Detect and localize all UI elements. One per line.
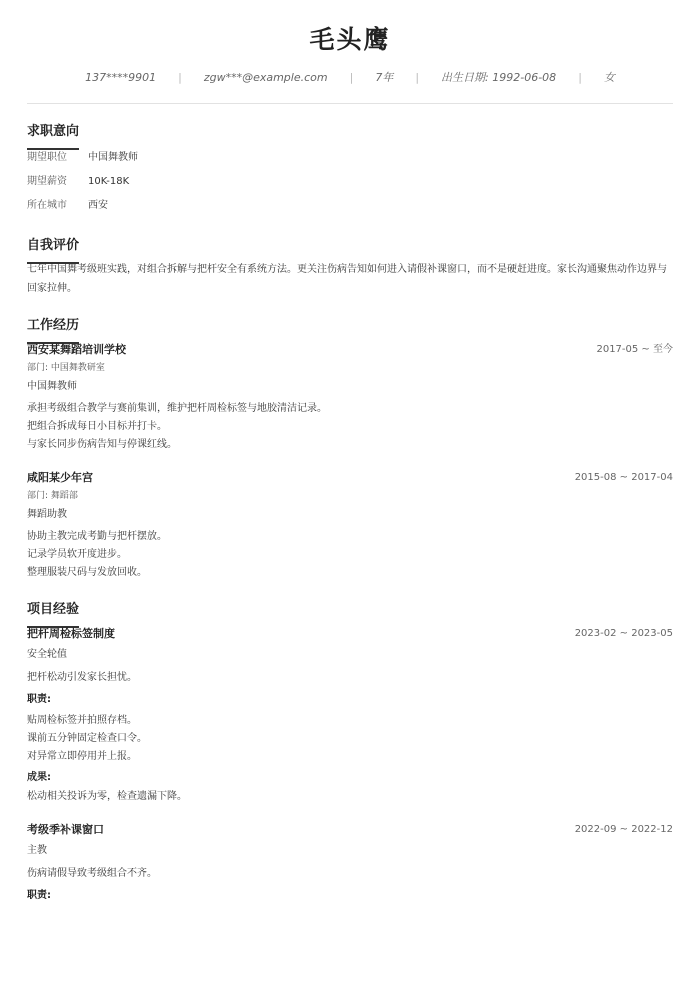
section-title: 自我评价 bbox=[27, 236, 79, 264]
intent-item bbox=[27, 146, 673, 170]
self-evaluation-text: 七年中国舞考级班实践，对组合拆解与把杆安全有系统方法。更关注伤病告知如何进入请假补课窗口，而不是硬赶进度。家长沟通聚焦动作边界与回家拉伸。 bbox=[27, 264, 667, 294]
bullet-item: 协助主教完成考勤与把杆摆放。 bbox=[27, 531, 167, 542]
email-text: zgw***@example.com bbox=[203, 71, 328, 84]
entry-date: 2023-02 ~ 2023-05 bbox=[574, 628, 673, 639]
bullet-item: 把组合拆成每日小目标并打卡。 bbox=[27, 421, 167, 432]
bullet-list bbox=[27, 528, 673, 582]
project-name: 考级季补课窗口 bbox=[27, 823, 104, 836]
duty-item: 对异常立即停用并上报。 bbox=[27, 751, 137, 762]
section-title: 项目经验 bbox=[27, 600, 79, 628]
section-self bbox=[27, 218, 673, 298]
intent-label: 期望职位 bbox=[27, 152, 67, 163]
department-text: 部门: 中国舞教研室 bbox=[27, 363, 105, 373]
separator: | bbox=[178, 71, 182, 84]
role-text: 中国舞教师 bbox=[27, 381, 77, 392]
section-work bbox=[27, 298, 673, 582]
project-description: 伤病请假导致考级组合不齐。 bbox=[27, 868, 157, 879]
experience-text: 7年 bbox=[375, 71, 394, 84]
role-text: 舞蹈助教 bbox=[27, 509, 67, 520]
bullet-item: 整理服装尺码与发放回收。 bbox=[27, 567, 147, 578]
work-entry bbox=[27, 468, 673, 582]
bullet-item: 与家长同步伤病告知与停课红线。 bbox=[27, 439, 177, 450]
bullet-item: 记录学员软开度进步。 bbox=[27, 549, 127, 560]
company-name: 西安某舞蹈培训学校 bbox=[27, 343, 126, 356]
resume-content bbox=[0, 104, 700, 906]
section-intent bbox=[27, 104, 673, 218]
project-role: 主教 bbox=[27, 845, 47, 856]
intent-value: 10K-18K bbox=[88, 176, 130, 187]
project-description: 把杆松动引发家长担忧。 bbox=[27, 672, 137, 683]
separator: | bbox=[349, 71, 354, 84]
intent-value: 西安 bbox=[88, 200, 108, 211]
intent-label: 期望薪资 bbox=[27, 176, 67, 187]
entry-date: 2015-08 ~ 2017-04 bbox=[574, 472, 673, 483]
intent-value: 中国舞教师 bbox=[88, 152, 138, 163]
entry-date: 2017-05 ~ 至今 bbox=[596, 344, 673, 355]
phone-text: 137****9901 bbox=[85, 71, 157, 84]
separator: | bbox=[415, 71, 420, 84]
intent-item bbox=[27, 194, 673, 218]
resume-header bbox=[0, 0, 700, 86]
intent-item bbox=[27, 170, 673, 194]
separator: | bbox=[578, 71, 582, 84]
birth-text: 出生日期: 1992-06-08 bbox=[441, 71, 557, 84]
duty-item: 贴周检标签并拍照存档。 bbox=[27, 715, 137, 726]
project-entry bbox=[27, 624, 673, 806]
duty-label: 职责: bbox=[27, 694, 51, 705]
bullet-list bbox=[27, 400, 673, 454]
result-label: 成果: bbox=[27, 772, 51, 783]
work-entry bbox=[27, 340, 673, 454]
department-text: 部门: 舞蹈部 bbox=[27, 491, 78, 501]
intent-label: 所在城市 bbox=[27, 200, 67, 211]
candidate-name: 毛头鹰 bbox=[309, 25, 391, 54]
bullet-item: 承担考级组合教学与赛前集训，维护把杆周检标签与地胶清洁记录。 bbox=[27, 403, 327, 414]
result-text: 松动相关投诉为零，检查遗漏下降。 bbox=[27, 791, 187, 802]
company-name: 咸阳某少年宫 bbox=[27, 471, 93, 484]
gender-text: 女 bbox=[603, 71, 615, 84]
section-title: 求职意向 bbox=[27, 122, 79, 150]
duty-item: 课前五分钟固定检查口令。 bbox=[27, 733, 147, 744]
section-title: 工作经历 bbox=[27, 316, 79, 344]
project-entry bbox=[27, 820, 673, 906]
intent-list bbox=[27, 146, 673, 218]
contact-line bbox=[0, 70, 700, 86]
project-role: 安全轮值 bbox=[27, 649, 67, 660]
duty-label: 职责: bbox=[27, 890, 51, 901]
section-projects bbox=[27, 582, 673, 906]
entry-date: 2022-09 ~ 2022-12 bbox=[574, 824, 673, 835]
project-name: 把杆周检标签制度 bbox=[27, 627, 115, 640]
duty-list bbox=[27, 712, 673, 766]
